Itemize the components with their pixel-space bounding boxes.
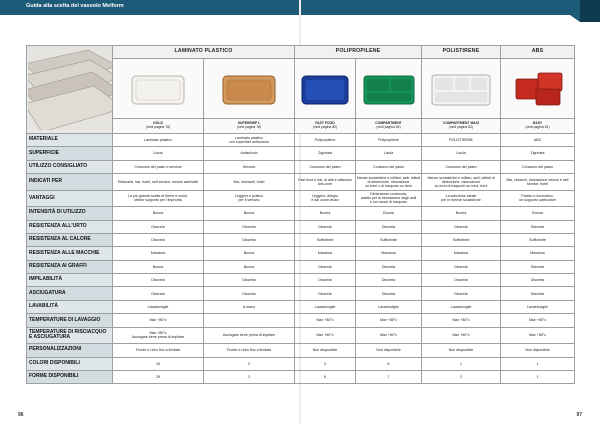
- table-cell: Asciugare bene prima di impilare: [204, 327, 295, 344]
- row-label: ASCIUGATURA: [27, 287, 113, 300]
- table-row: [27, 190, 575, 207]
- stacked-trays-photo: [28, 46, 112, 130]
- table-cell: Discreta: [422, 260, 501, 273]
- table-cell: Max +80°c: [501, 327, 575, 344]
- table-row: [27, 274, 575, 287]
- table-cell: Mense scolastiche e militari, asili, istituti di detenzione, ristorazione su treni di trasporto su treni, treni: [422, 174, 501, 191]
- table-row: [27, 314, 575, 327]
- row-label: RESISTENZA AI GRAFFI: [27, 260, 113, 273]
- group-polistirene: POLISTIRENE: [422, 46, 501, 59]
- table-cell: Max +80°c: [295, 314, 356, 327]
- table-cell: Consumo del pasto o servizio: [113, 160, 204, 173]
- table-cell: Discreta: [501, 287, 575, 300]
- product-image-supership: [204, 59, 295, 119]
- product-image-gold: [113, 59, 204, 119]
- table-cell: Zigrinata: [501, 147, 575, 160]
- table-cell: Non disponibile: [501, 344, 575, 357]
- table-cell: Max +80°c: [422, 327, 501, 344]
- row-label: INTENSITÀ DI UTILIZZO: [27, 207, 113, 220]
- product-name-compartment: COMPARTMENT (vedi pagina 84): [356, 119, 422, 134]
- table-cell: Massima: [422, 247, 501, 260]
- table-cell: 2: [422, 370, 501, 383]
- table-cell: Zigrinata: [295, 147, 356, 160]
- table-cell: Discreta: [356, 274, 422, 287]
- row-label: FORME DISPONIBILI: [27, 370, 113, 383]
- table-row: [27, 327, 575, 344]
- product-name-compartment-maxi: COMPARTMENT MAXI (vedi pagina 82): [422, 119, 501, 134]
- comparison-table: [26, 45, 575, 384]
- table-cell: Sufficiente: [356, 233, 422, 246]
- table-row: [27, 370, 575, 383]
- table-cell: 1: [501, 357, 575, 370]
- table-cell: Buona: [113, 207, 204, 220]
- table-row: [27, 174, 575, 191]
- table-cell: Discreta: [422, 274, 501, 287]
- table-row: [27, 300, 575, 313]
- table-row: [27, 147, 575, 160]
- table-row: [27, 220, 575, 233]
- table-cell: Consumo del pasto: [501, 160, 575, 173]
- row-label: RESISTENZA AL CALORE: [27, 233, 113, 246]
- table-cell: Antiscivolo: [204, 147, 295, 160]
- table-cell: Discreta: [295, 287, 356, 300]
- table-cell: Buona: [204, 247, 295, 260]
- row-label: RESISTENZA ALL'URTO: [27, 220, 113, 233]
- table-cell: La soluzione ideale per le mense scolastiche: [422, 190, 501, 207]
- product-name-gold: GOLD (vedi pagina 76): [113, 119, 204, 134]
- table-cell: Discreta: [113, 287, 204, 300]
- table-cell: Dimensione contenuta, adatto per la ristorazione degli asili e sui mezzi di trasporto: [356, 190, 422, 207]
- table-cell: Discreta: [356, 260, 422, 273]
- table-cell: Buona: [204, 207, 295, 220]
- table-row: [27, 233, 575, 246]
- group-polipropilene: POLIPROPILENE: [295, 46, 422, 59]
- table-cell: Servizio: [204, 160, 295, 173]
- table-cell: Buona: [295, 207, 356, 220]
- table-cell: Pratico e innovativo, un supporto particolare: [501, 190, 575, 207]
- table-cell: Discreta: [295, 220, 356, 233]
- table-cell: Fronte e retro fino a limitata: [204, 344, 295, 357]
- table-cell: ABS: [501, 133, 575, 146]
- product-name-supership: SUPERSHIP L (vedi pagina 78): [204, 119, 295, 134]
- row-label: LAVABILITÀ: [27, 300, 113, 313]
- table-cell: Discreta: [113, 274, 204, 287]
- table-cell: Bar, chioschi, ristorazione veloce e self service, hotel: [501, 174, 575, 191]
- table-cell: Ristoranti, bar, hotel, self service, mense aziendali: [113, 174, 204, 191]
- tray-image: [429, 69, 493, 109]
- page-number-right: 97: [576, 412, 582, 418]
- table-cell: 6: [356, 357, 422, 370]
- product-image-compartment: [356, 59, 422, 119]
- row-label: RESISTENZA ALLE MACCHIE: [27, 247, 113, 260]
- table-cell: Sufficiente: [501, 233, 575, 246]
- table-cell: Buona: [501, 207, 575, 220]
- table-row: [27, 160, 575, 173]
- table-cell: Polipropilene: [356, 133, 422, 146]
- table-cell: Leggero, allegro e dai colori vivaci: [295, 190, 356, 207]
- table-cell: Liscia: [356, 147, 422, 160]
- table-cell: 1: [422, 357, 501, 370]
- row-label: VANTAGGI: [27, 190, 113, 207]
- table-cell: Massima: [113, 247, 204, 260]
- table-cell: [204, 314, 295, 327]
- header-title: Guida alla scelta del vassoio Melform: [26, 3, 124, 9]
- table-row: [27, 260, 575, 273]
- table-cell: Polipropilene: [295, 133, 356, 146]
- tray-image: [508, 69, 568, 109]
- group-header-row: [27, 46, 575, 59]
- table-cell: Consumo del pasto: [295, 160, 356, 173]
- table-cell: Non disponibile: [422, 344, 501, 357]
- table-cell: Max +80°c: [422, 314, 501, 327]
- table-cell: 3: [204, 370, 295, 383]
- table-cell: Sufficiente: [422, 233, 501, 246]
- table-cell: Discreta: [295, 260, 356, 273]
- table-cell: Lavastoviglie: [501, 300, 575, 313]
- row-label: IMPILABILITÀ: [27, 274, 113, 287]
- product-name-fastfood: FAST FOOD (vedi pagina 80): [295, 119, 356, 134]
- table-cell: Discreta: [204, 274, 295, 287]
- table-cell: Lavastoviglie: [356, 300, 422, 313]
- table-cell: Discreta: [204, 287, 295, 300]
- table-cell: POLISTIRENE: [422, 133, 501, 146]
- table-cell: 1: [501, 370, 575, 383]
- table-row: [27, 207, 575, 220]
- table-cell: Max +80°c: [295, 327, 356, 344]
- table-cell: Consumo del pasto: [356, 160, 422, 173]
- table-cell: 7: [356, 370, 422, 383]
- table-cell: Fronte e retro fino a limitata: [113, 344, 204, 357]
- product-name-easy: EASY (vedi pagina 81): [501, 119, 575, 134]
- tray-image: [219, 70, 279, 108]
- table-cell: Bar, ristoranti, hotel: [204, 174, 295, 191]
- table-cell: 6: [295, 370, 356, 383]
- table-cell: Discreta: [204, 220, 295, 233]
- table-cell: Buona: [204, 260, 295, 273]
- table-row: [27, 357, 575, 370]
- table-cell: Max +80°c: [113, 314, 204, 327]
- table-cell: Discreta: [501, 220, 575, 233]
- table-cell: Max +80°c Asciugare bene prima di impilare: [113, 327, 204, 344]
- product-image-easy: [501, 59, 575, 119]
- table-cell: Discreta: [422, 220, 501, 233]
- row-label: INDICATI PER: [27, 174, 113, 191]
- table-cell: Discreta: [422, 287, 501, 300]
- group-laminato: LAMINATO PLASTICO: [113, 46, 295, 59]
- header-corner: [580, 0, 600, 22]
- table-cell: Discreta: [295, 274, 356, 287]
- table-cell: Massima: [501, 247, 575, 260]
- table-cell: Lavastoviglie: [422, 300, 501, 313]
- table-cell: Max +80°c: [356, 314, 422, 327]
- table-row: [27, 133, 575, 146]
- table-cell: 15: [113, 357, 204, 370]
- table-row: [27, 247, 575, 260]
- table-cell: Discreta: [501, 274, 575, 287]
- row-label: PERSONALIZZAZIONI: [27, 344, 113, 357]
- table-row: [27, 344, 575, 357]
- page-number-left: 96: [18, 412, 24, 418]
- table-cell: Max +80°c: [501, 314, 575, 327]
- photo-cell: [27, 46, 113, 134]
- table-cell: Buona: [356, 207, 422, 220]
- table-cell: Discreta: [204, 233, 295, 246]
- table-cell: Non disponibile: [356, 344, 422, 357]
- table-cell: Sufficiente: [295, 233, 356, 246]
- table-cell: Laminato plastico con superficie antiscivolo: [204, 133, 295, 146]
- table-cell: Buona: [113, 260, 204, 273]
- table-cell: La più grande scelta di forme e colori, ottimo supporto per l'impronta: [113, 190, 204, 207]
- row-label: TEMPERATURE DI LAVAGGIO: [27, 314, 113, 327]
- table-cell: 29: [113, 370, 204, 383]
- table-body: [27, 133, 575, 383]
- table-cell: Mense scolastiche e militari, asili, istituti di detenzione, ristorazione su treni o di trasporto su treni: [356, 174, 422, 191]
- tray-image: [299, 70, 351, 108]
- group-abs: ABS: [501, 46, 575, 59]
- table-cell: Discreta: [501, 260, 575, 273]
- tray-image: [128, 70, 188, 108]
- table-cell: 3: [295, 357, 356, 370]
- row-label: COLORI DISPONIBILI: [27, 357, 113, 370]
- table-cell: Liscia: [113, 147, 204, 160]
- table-cell: Liscia: [422, 147, 501, 160]
- table-cell: Massima: [356, 247, 422, 260]
- table-cell: Non disponibile: [295, 344, 356, 357]
- row-label: UTILIZZO CONSIGLIATO: [27, 160, 113, 173]
- table-cell: Max +80°c: [356, 327, 422, 344]
- table-cell: Buona: [422, 207, 501, 220]
- table-cell: Lavastoviglie: [295, 300, 356, 313]
- table-cell: 2: [204, 357, 295, 370]
- table-cell: Lavastoviglie: [113, 300, 204, 313]
- table-row: [27, 287, 575, 300]
- table-cell: Consumo del pasto: [422, 160, 501, 173]
- table-cell: Discreta: [356, 287, 422, 300]
- row-label: MATERIALE: [27, 133, 113, 146]
- table-cell: Massima: [295, 247, 356, 260]
- table-cell: Discreta: [356, 220, 422, 233]
- table-cell: Discreta: [113, 220, 204, 233]
- header-tab-shape: [570, 15, 580, 22]
- tray-image: [361, 70, 417, 108]
- table-cell: Discreta: [113, 233, 204, 246]
- row-label: TEMPERATURE DI RISCIACQUO E ASCIUGATURA: [27, 327, 113, 344]
- table-cell: Fast food e bar, di alta e altissimo turn-over: [295, 174, 356, 191]
- table-cell: Laminato plastico: [113, 133, 204, 146]
- product-image-compartment-maxi: [422, 59, 501, 119]
- table-cell: A mano: [204, 300, 295, 313]
- row-label: SUPERFICIE: [27, 147, 113, 160]
- product-image-fastfood: [295, 59, 356, 119]
- table-cell: Leggero e pratico per il servizio: [204, 190, 295, 207]
